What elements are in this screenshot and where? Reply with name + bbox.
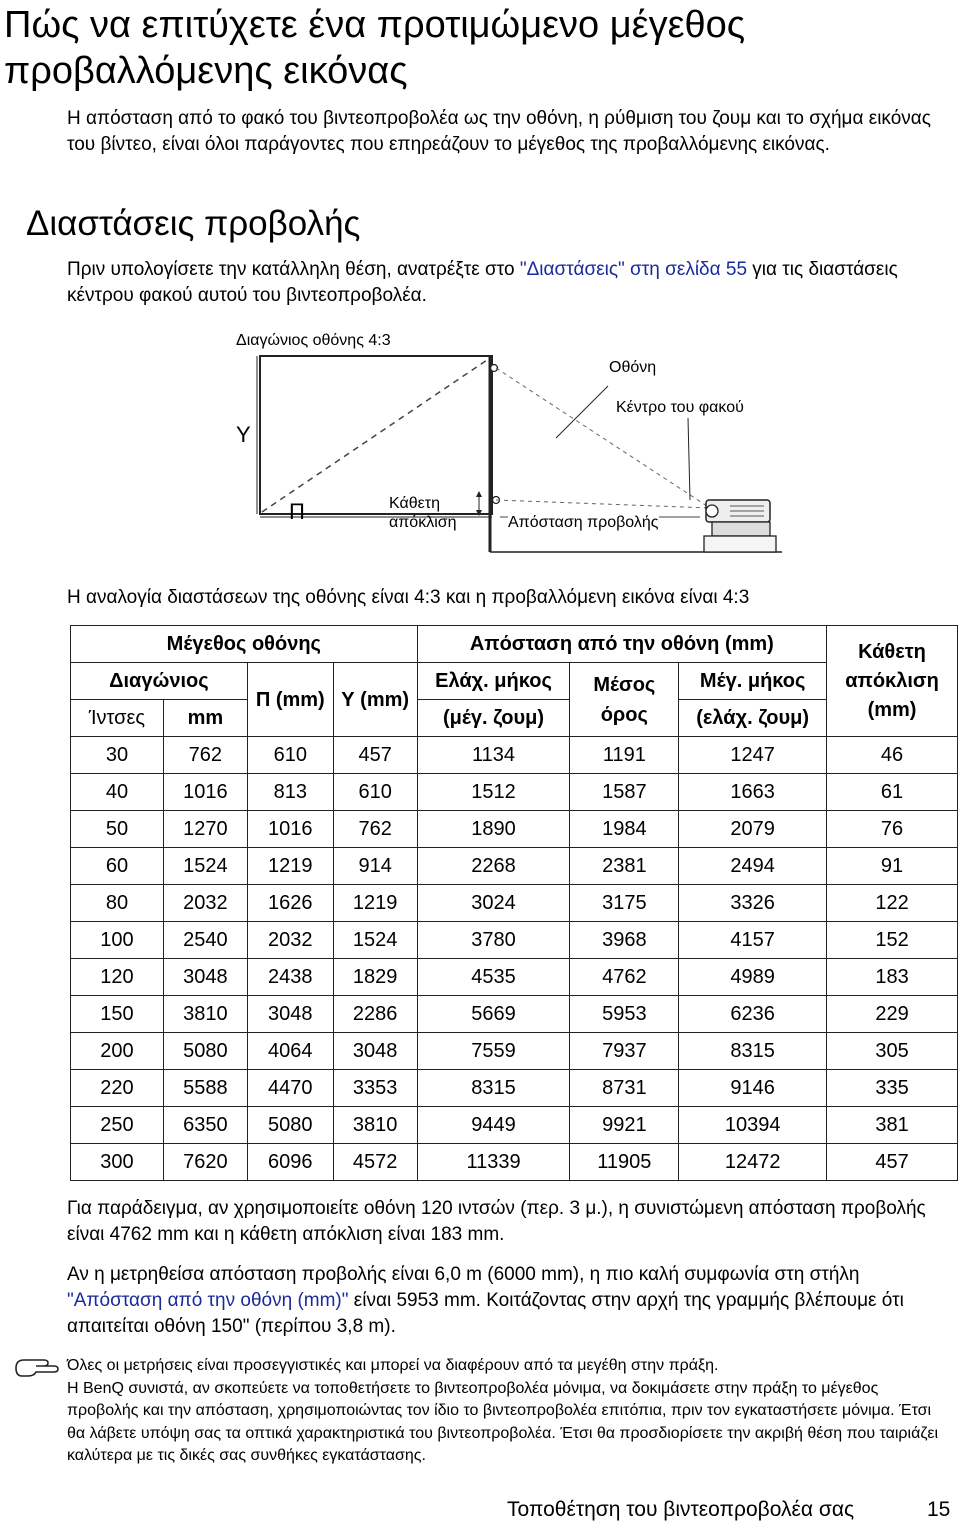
table-cell: 4989: [679, 959, 827, 996]
screen-label: Οθόνη: [609, 359, 657, 376]
table-cell: 610: [247, 737, 333, 774]
table-cell: 30: [71, 737, 164, 774]
table-cell: 2540: [163, 922, 247, 959]
table-cell: 762: [333, 811, 417, 848]
distance-table: [70, 625, 958, 1181]
table-cell: 3175: [570, 885, 679, 922]
table-row: [71, 1070, 958, 1107]
table-cell: 2079: [679, 811, 827, 848]
p-label: Π: [289, 499, 305, 524]
header-y: Υ (mm): [333, 663, 417, 737]
table-row: [71, 811, 958, 848]
table-cell: 1890: [417, 811, 570, 848]
table-cell: 9449: [417, 1107, 570, 1144]
table-row: [71, 1033, 958, 1070]
table-cell: 3326: [679, 885, 827, 922]
header-diagonal: Διαγώνιος: [71, 663, 248, 700]
table-cell: 5588: [163, 1070, 247, 1107]
example-paragraph-1: Για παράδειγμα, αν χρησιμοποιείτε οθόνη 120 ιντσών (περ. 3 μ.), η συνιστώμενη απόσταση προβολής είναι 4762 mm και η κάθετη απόκλιση είναι 183 mm.: [67, 1198, 926, 1245]
table-cell: 300: [71, 1144, 164, 1181]
header-p: Π (mm): [247, 663, 333, 737]
header-distance: Απόσταση από την οθόνη (mm): [417, 626, 826, 663]
table-cell: 3810: [333, 1107, 417, 1144]
table-cell: 2381: [570, 848, 679, 885]
table-cell: 7620: [163, 1144, 247, 1181]
note-line-2: Η BenQ συνιστά, αν σκοπεύετε να τοποθετήσετε το βιντεοπροβολέα μόνιμα, να δοκιμάσετε στην πράξη το μέγεθος προβολής και την απόσταση, χρησιμοποιώντας τον ίδιο το βιντεοπροβολέα επιτόπια, πριν τον εγκαταστήσετε μόνιμα. Έτσι θα λάβετε υπόψη σας τα οπτικά χαρακτηριστικά του βιντεοπροβολέα. Έτσι θα προσδιορίσετε την ακριβή θέση που ταιριάζει καλύτερα με τις δικές σας συνθήκες εγκατάστασης.: [67, 1379, 939, 1464]
table-row: [71, 885, 958, 922]
table-cell: 2438: [247, 959, 333, 996]
table-cell: 8731: [570, 1070, 679, 1107]
table-cell: 7937: [570, 1033, 679, 1070]
table-cell: 4064: [247, 1033, 333, 1070]
table-cell: 2286: [333, 996, 417, 1033]
ratio-text: Η αναλογία διαστάσεων της οθόνης είναι 4:3 και η προβαλλόμενη εικόνα είναι 4:3: [67, 587, 750, 608]
projection-line-top: [496, 368, 710, 508]
table-cell: 200: [71, 1033, 164, 1070]
table-row: [71, 959, 958, 996]
table-cell: 305: [827, 1033, 958, 1070]
table-cell: 11905: [570, 1144, 679, 1181]
footer-chapter: Τοποθέτηση του βιντεοπροβολέα σας: [507, 1498, 855, 1521]
header-offset: Κάθετη απόκλιση (mm): [827, 626, 958, 737]
table-cell: 8315: [417, 1070, 570, 1107]
table-cell: 2032: [163, 885, 247, 922]
dimensions-link[interactable]: "Διαστάσεις" στη σελίδα 55: [519, 259, 748, 280]
table-cell: 1219: [247, 848, 333, 885]
table-cell: 2268: [417, 848, 570, 885]
table-cell: 4572: [333, 1144, 417, 1181]
table-row: [71, 737, 958, 774]
table-cell: 10394: [679, 1107, 827, 1144]
table-cell: 5080: [247, 1107, 333, 1144]
table-cell: 3968: [570, 922, 679, 959]
table-cell: 1016: [163, 774, 247, 811]
note-hand-icon: [14, 1354, 60, 1380]
table-cell: 1134: [417, 737, 570, 774]
header-min-zoom: (μέγ. ζουμ): [417, 700, 570, 737]
note-line-1: Όλες οι μετρήσεις είναι προσεγγιστικές και μπορεί να διαφέρουν από τα μεγέθη στην πράξη.: [67, 1357, 719, 1374]
table-cell: 40: [71, 774, 164, 811]
projection-diagram: [0, 320, 960, 560]
table-cell: 4157: [679, 922, 827, 959]
table-body: [71, 737, 958, 1181]
table-row: [71, 996, 958, 1033]
table-cell: 9921: [570, 1107, 679, 1144]
table-cell: 5080: [163, 1033, 247, 1070]
header-screen-size: Μέγεθος οθόνης: [71, 626, 418, 663]
table-row: [71, 922, 958, 959]
table-row: [71, 774, 958, 811]
table-cell: 3048: [247, 996, 333, 1033]
table-cell: 4535: [417, 959, 570, 996]
table-cell: 914: [333, 848, 417, 885]
page-number: 15: [927, 1498, 951, 1521]
table-cell: 60: [71, 848, 164, 885]
table-cell: 91: [827, 848, 958, 885]
table-cell: 1219: [333, 885, 417, 922]
table-cell: 813: [247, 774, 333, 811]
table-cell: 1626: [247, 885, 333, 922]
table-cell: 1191: [570, 737, 679, 774]
projector-icon: [704, 500, 776, 552]
table-cell: 1270: [163, 811, 247, 848]
table-cell: 3810: [163, 996, 247, 1033]
table-cell: 3048: [333, 1033, 417, 1070]
table-cell: 335: [827, 1070, 958, 1107]
title-line-1: Πώς να επιτύχετε ένα προτιμώμενο μέγεθος: [4, 4, 746, 46]
header-max-zoom: (ελάχ. ζουμ): [679, 700, 827, 737]
note-text: [67, 1355, 947, 1468]
diagram-drawing: [0, 320, 960, 560]
table-row: [71, 1144, 958, 1181]
table-cell: 46: [827, 737, 958, 774]
table-cell: 2494: [679, 848, 827, 885]
table-cell: 120: [71, 959, 164, 996]
lens-pointer: [688, 418, 690, 500]
table-cell: 381: [827, 1107, 958, 1144]
table-cell: 1524: [333, 922, 417, 959]
section-title: Διαστάσεις προβολής: [26, 204, 361, 243]
table-cell: 457: [827, 1144, 958, 1181]
table-cell: 1512: [417, 774, 570, 811]
header-avg: Μέσος όρος: [570, 663, 679, 737]
diagonal-label: Διαγώνιος οθόνης 4:3: [236, 332, 391, 349]
table-cell: 250: [71, 1107, 164, 1144]
table-cell: 7559: [417, 1033, 570, 1070]
header-max: Μέγ. μήκος: [679, 663, 827, 700]
table-cell: 183: [827, 959, 958, 996]
table-cell: 610: [333, 774, 417, 811]
table-cell: 2032: [247, 922, 333, 959]
table-cell: 4762: [570, 959, 679, 996]
table-cell: 1247: [679, 737, 827, 774]
table-cell: 229: [827, 996, 958, 1033]
table-cell: 50: [71, 811, 164, 848]
table-cell: 5669: [417, 996, 570, 1033]
header-inches: Ίντσες: [71, 700, 164, 737]
table-cell: 6350: [163, 1107, 247, 1144]
table-cell: 220: [71, 1070, 164, 1107]
table-cell: 61: [827, 774, 958, 811]
table-cell: 1984: [570, 811, 679, 848]
offset-label: Κάθετη απόκλιση: [389, 495, 457, 531]
table-cell: 9146: [679, 1070, 827, 1107]
table-cell: 1663: [679, 774, 827, 811]
diagonal-line: [262, 358, 490, 512]
table-cell: 1524: [163, 848, 247, 885]
table-cell: 3780: [417, 922, 570, 959]
header-min: Ελάχ. μήκος: [417, 663, 570, 700]
lens-center-label: Κέντρο του φακού: [616, 399, 744, 416]
distance-column-link[interactable]: "Απόσταση από την οθόνη (mm)": [67, 1290, 349, 1311]
table-row: [71, 1107, 958, 1144]
title-line-2: προβαλλόμενης εικόνας: [4, 50, 408, 92]
table-cell: 76: [827, 811, 958, 848]
table-cell: 152: [827, 922, 958, 959]
table-cell: 4470: [247, 1070, 333, 1107]
section-paragraph: Πριν υπολογίσετε την κατάλληλη θέση, ανατρέξτε στο "Διαστάσεις" στη σελίδα 55 για τις διαστάσεις κέντρου φακού αυτού του βιντεοπροβολέα.: [67, 259, 898, 306]
table-row: [71, 848, 958, 885]
table-cell: 122: [827, 885, 958, 922]
table-cell: 3024: [417, 885, 570, 922]
y-label: Υ: [236, 422, 251, 447]
distance-label: Απόσταση προβολής: [508, 514, 659, 531]
table-cell: 5953: [570, 996, 679, 1033]
table-cell: 100: [71, 922, 164, 959]
table-cell: 11339: [417, 1144, 570, 1181]
table-cell: 150: [71, 996, 164, 1033]
table-cell: 12472: [679, 1144, 827, 1181]
intro-paragraph: Η απόσταση από το φακό του βιντεοπροβολέα ως την οθόνη, η ρύθμιση του ζουμ και το σχήμα εικόνας του βίντεο, είναι όλοι παράγοντες που επηρεάζουν το μέγεθος της προβαλλόμενης εικόνας.: [67, 108, 931, 155]
table-cell: 1016: [247, 811, 333, 848]
table-cell: 3048: [163, 959, 247, 996]
table-cell: 80: [71, 885, 164, 922]
page-title: [4, 2, 745, 94]
table-cell: 6096: [247, 1144, 333, 1181]
table-cell: 8315: [679, 1033, 827, 1070]
table-cell: 6236: [679, 996, 827, 1033]
projection-line-bottom: [496, 500, 710, 508]
table-cell: 3353: [333, 1070, 417, 1107]
header-mm: mm: [163, 700, 247, 737]
table-cell: 1587: [570, 774, 679, 811]
table-cell: 1829: [333, 959, 417, 996]
table-cell: 457: [333, 737, 417, 774]
table-cell: 762: [163, 737, 247, 774]
example-paragraph-2: Αν η μετρηθείσα απόσταση προβολής είναι 6,0 m (6000 mm), η πιο καλή συμφωνία στη στήλη "Απόσταση από την οθόνη (mm)" είναι 5953 mm. Κοιτάζοντας στην αρχή της γραμμής βλέπουμε ότι απαιτείται οθόνη 150" (περίπου 3,8 m).: [67, 1264, 904, 1337]
